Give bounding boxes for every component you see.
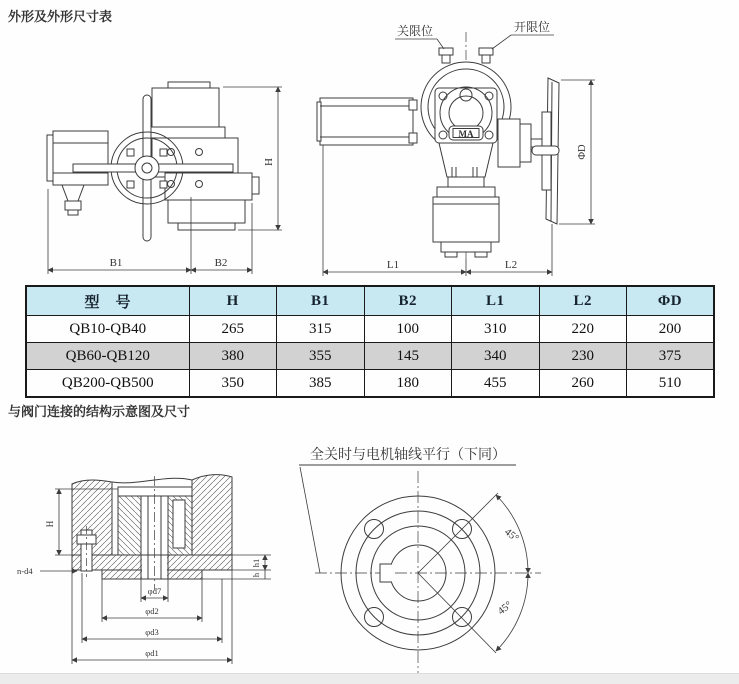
dim-label-h: H <box>263 158 275 166</box>
page-bottom-divider <box>0 673 739 684</box>
table-cell: 200 <box>627 316 715 343</box>
table-row <box>26 316 714 343</box>
flange-face <box>299 446 541 681</box>
table-cell: 230 <box>539 343 627 370</box>
table-cell: QB10-QB40 <box>26 316 189 343</box>
table-header-row <box>26 286 714 316</box>
dimension-table <box>25 285 715 398</box>
col-header-l1: L1 <box>452 286 540 316</box>
dim-label-l2: L2 <box>504 259 518 271</box>
dim-label-phi-d7: φd7 <box>147 586 162 596</box>
table-cell: 350 <box>189 370 277 398</box>
dim-label-phi-d1: φd1 <box>145 648 159 658</box>
table-cell: QB200-QB500 <box>26 370 189 398</box>
table-cell: 265 <box>189 316 277 343</box>
table-cell: QB60-QB120 <box>26 343 189 370</box>
table-cell: 510 <box>627 370 715 398</box>
close-limit-label: 关限位 <box>396 24 434 38</box>
table-cell: 340 <box>452 343 540 370</box>
dim-label-l1: L1 <box>386 259 400 271</box>
dim-label-phi-d: ΦD <box>577 144 588 160</box>
dim-label-phi-d3: φd3 <box>145 627 159 637</box>
limit-switch-labels <box>395 20 554 49</box>
connection-section-drawing <box>15 440 310 680</box>
ma-mark-label: MA <box>458 129 474 139</box>
dim-label-h-small: h <box>251 572 261 578</box>
table-cell: 455 <box>452 370 540 398</box>
col-header-l2: L2 <box>539 286 627 316</box>
table-row <box>26 370 714 398</box>
flange-face-drawing <box>295 443 625 684</box>
section-body <box>72 475 232 590</box>
table-cell: 310 <box>452 316 540 343</box>
table-cell: 375 <box>627 343 715 370</box>
table-cell: 220 <box>539 316 627 343</box>
angle-label-top: 45° <box>502 526 521 545</box>
col-header-h: H <box>189 286 277 316</box>
dim-label-phi-d2: φd2 <box>145 606 159 616</box>
table-cell: 380 <box>189 343 277 370</box>
table-cell: 100 <box>364 316 452 343</box>
dim-label-n-d4: n-d4 <box>17 566 33 576</box>
table-cell: 315 <box>277 316 365 343</box>
col-header-b2: B2 <box>364 286 452 316</box>
actuator-front-view-drawing <box>315 18 615 283</box>
open-limit-label: 开限位 <box>513 20 551 34</box>
table-cell: 385 <box>277 370 365 398</box>
table-cell: 180 <box>364 370 452 398</box>
table-row <box>26 343 714 370</box>
col-header-model: 型 号 <box>26 286 189 316</box>
table-cell: 260 <box>539 370 627 398</box>
dim-label-h1: h1 <box>251 558 261 568</box>
flange-note: 全关时与电机轴线平行（下同） <box>310 446 506 462</box>
table-cell: 355 <box>277 343 365 370</box>
col-header-b1: B1 <box>277 286 365 316</box>
dim-label-section-h: H <box>45 520 55 528</box>
angle-label-bottom: 45° <box>496 599 515 618</box>
col-header-phi-d: ΦD <box>627 286 715 316</box>
section-title-outline: 外形及外形尺寸表 <box>8 9 113 24</box>
dim-label-b2: B2 <box>214 257 228 269</box>
actuator-front-body <box>317 32 559 258</box>
actuator-side-view-drawing <box>28 65 303 280</box>
dim-label-b1: B1 <box>109 257 123 269</box>
actuator-side-body <box>47 82 259 230</box>
table-cell: 145 <box>364 343 452 370</box>
section-title-connection: 与阀门连接的结构示意图及尺寸 <box>8 404 191 419</box>
